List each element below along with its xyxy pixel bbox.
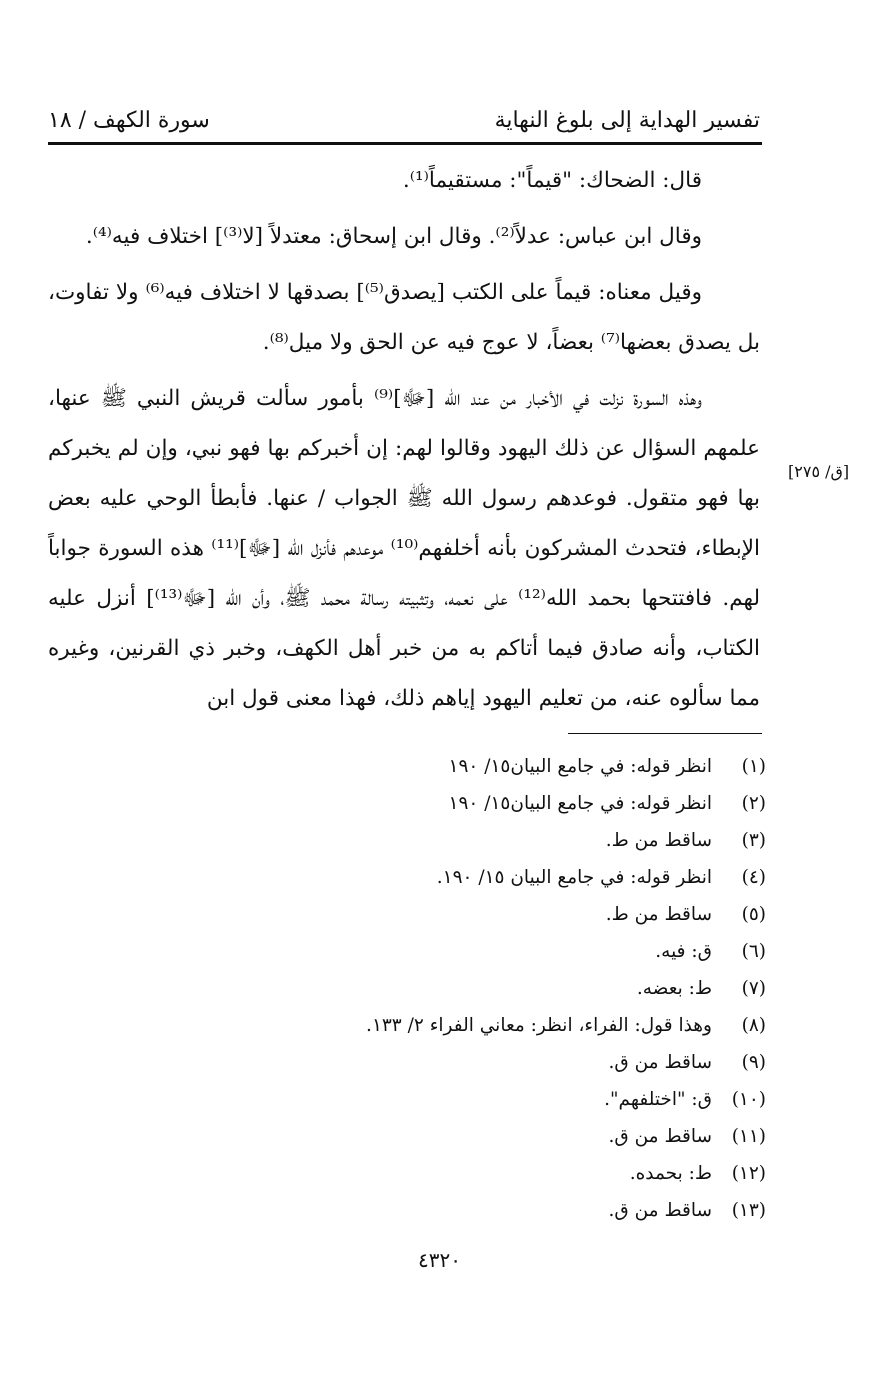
footnote-text: انظر قوله: في جامع البيان١٥/ ١٩٠ bbox=[448, 756, 712, 777]
footnote-number: (٥) bbox=[741, 904, 766, 925]
footnote-number: (٢) bbox=[741, 793, 766, 814]
footnote bbox=[250, 748, 766, 785]
footnote-separator bbox=[568, 733, 762, 734]
footnote-text: ط: بعضه. bbox=[636, 978, 712, 999]
footnote-text: ط: بحمده. bbox=[629, 1163, 712, 1184]
footnote-number: (٣) bbox=[741, 830, 766, 851]
footnote bbox=[250, 1192, 766, 1229]
paragraph-3: وقيل معناه: قيماً على الكتب [يصدق⁽⁵⁾] بصدقها لا اختلاف فيه⁽⁶⁾ ولا تفاوت، بل يصدق بعضها⁽⁷⁾ بعضاً، لا عوج فيه عن الحق ولا ميل⁽⁸⁾. bbox=[48, 280, 760, 355]
running-header bbox=[48, 100, 760, 140]
footnote bbox=[250, 1155, 766, 1192]
footnote-text: انظر قوله: في جامع البيان ١٥/ ١٩٠. bbox=[436, 867, 712, 888]
footnote bbox=[250, 1081, 766, 1118]
footnote-number: (١٢) bbox=[731, 1163, 766, 1184]
footnote-text: انظر قوله: في جامع البيان١٥/ ١٩٠ bbox=[448, 793, 712, 814]
footnote-number: (٤) bbox=[741, 867, 766, 888]
footnote-text: ساقط من ق. bbox=[608, 1052, 712, 1073]
main-text bbox=[48, 156, 760, 724]
footnote bbox=[250, 1007, 766, 1044]
footnote-number: (١) bbox=[741, 756, 766, 777]
footnote bbox=[250, 785, 766, 822]
footnote bbox=[250, 970, 766, 1007]
footnote bbox=[250, 822, 766, 859]
footnotes-list bbox=[250, 748, 766, 1229]
footnote-text: ق: فيه. bbox=[655, 941, 712, 962]
footnote-number: (٩) bbox=[741, 1052, 766, 1073]
paragraph-2: وقال ابن عباس: عدلاً⁽²⁾. وقال ابن إسحاق: معتدلاً [لا⁽³⁾] اختلاف فيه⁽⁴⁾. bbox=[85, 224, 702, 249]
footnote-number: (١٠) bbox=[731, 1089, 766, 1110]
footnote-number: (٨) bbox=[741, 1015, 766, 1036]
page-number: ٤٣٢٠ bbox=[418, 1248, 461, 1272]
footnote-number: (١٣) bbox=[731, 1200, 766, 1221]
header-rule bbox=[48, 142, 762, 145]
footnote bbox=[250, 859, 766, 896]
footnote-text: ساقط من ط. bbox=[605, 904, 712, 925]
paragraph-4: وهذه السورة نزلت في الأخبار من عند الله [ﷻ]⁽⁹⁾ بأمور سألت قريش النبي ﷺ عنها، علمهم السؤال عن ذلك اليهود وقالوا لهم: إن أخبركم بها فهو نبي، وإن لم يخبركم بها فهو متقول. فوعدهم رسول الله ﷺ الجواب / عنها. فأبطأ الوحي عليه بعض الإبطاء، فتحدث المشركون بأنه أخلفهم⁽¹⁰⁾ موعدهم فأنزل الله [ﷻ]⁽¹¹⁾ هذه السورة جواباً لهم. فافتتحها بحمد الله⁽¹²⁾ على نعمه، وتثبيته رسالة محمد ﷺ، وأن الله [ﷻ⁽¹³⁾] أنزل عليه الكتاب، وأنه صادق فيما أتاكم به من خبر أهل الكهف، وخبر ذي القرنين، وغيره مما سألوه عنه، من تعليم اليهود إياهم ذلك، فهذا معنى قول ابن bbox=[48, 386, 760, 711]
footnote-text: ساقط من ق. bbox=[608, 1126, 712, 1147]
footnote bbox=[250, 1044, 766, 1081]
book-title: تفسير الهداية إلى بلوغ النهاية bbox=[494, 107, 760, 133]
manuscript-margin-note: [ق/ ٢٧٥] bbox=[788, 462, 850, 481]
footnote-number: (٦) bbox=[741, 941, 766, 962]
footnote bbox=[250, 1118, 766, 1155]
footnote-text: ق: "اختلفهم". bbox=[604, 1089, 712, 1110]
footnote bbox=[250, 933, 766, 970]
surah-reference: سورة الكهف / ١٨ bbox=[48, 107, 210, 133]
footnote-text: ساقط من ق. bbox=[608, 1200, 712, 1221]
footnote-number: (١١) bbox=[731, 1126, 766, 1147]
paragraph-1: قال: الضحاك: "قيماً": مستقيماً⁽¹⁾. bbox=[402, 168, 702, 193]
footnote-number: (٧) bbox=[741, 978, 766, 999]
footnote-text: ساقط من ط. bbox=[605, 830, 712, 851]
footnote bbox=[250, 896, 766, 933]
footnote-text: وهذا قول: الفراء، انظر: معاني الفراء ٢/ ١٣٣. bbox=[366, 1015, 712, 1036]
